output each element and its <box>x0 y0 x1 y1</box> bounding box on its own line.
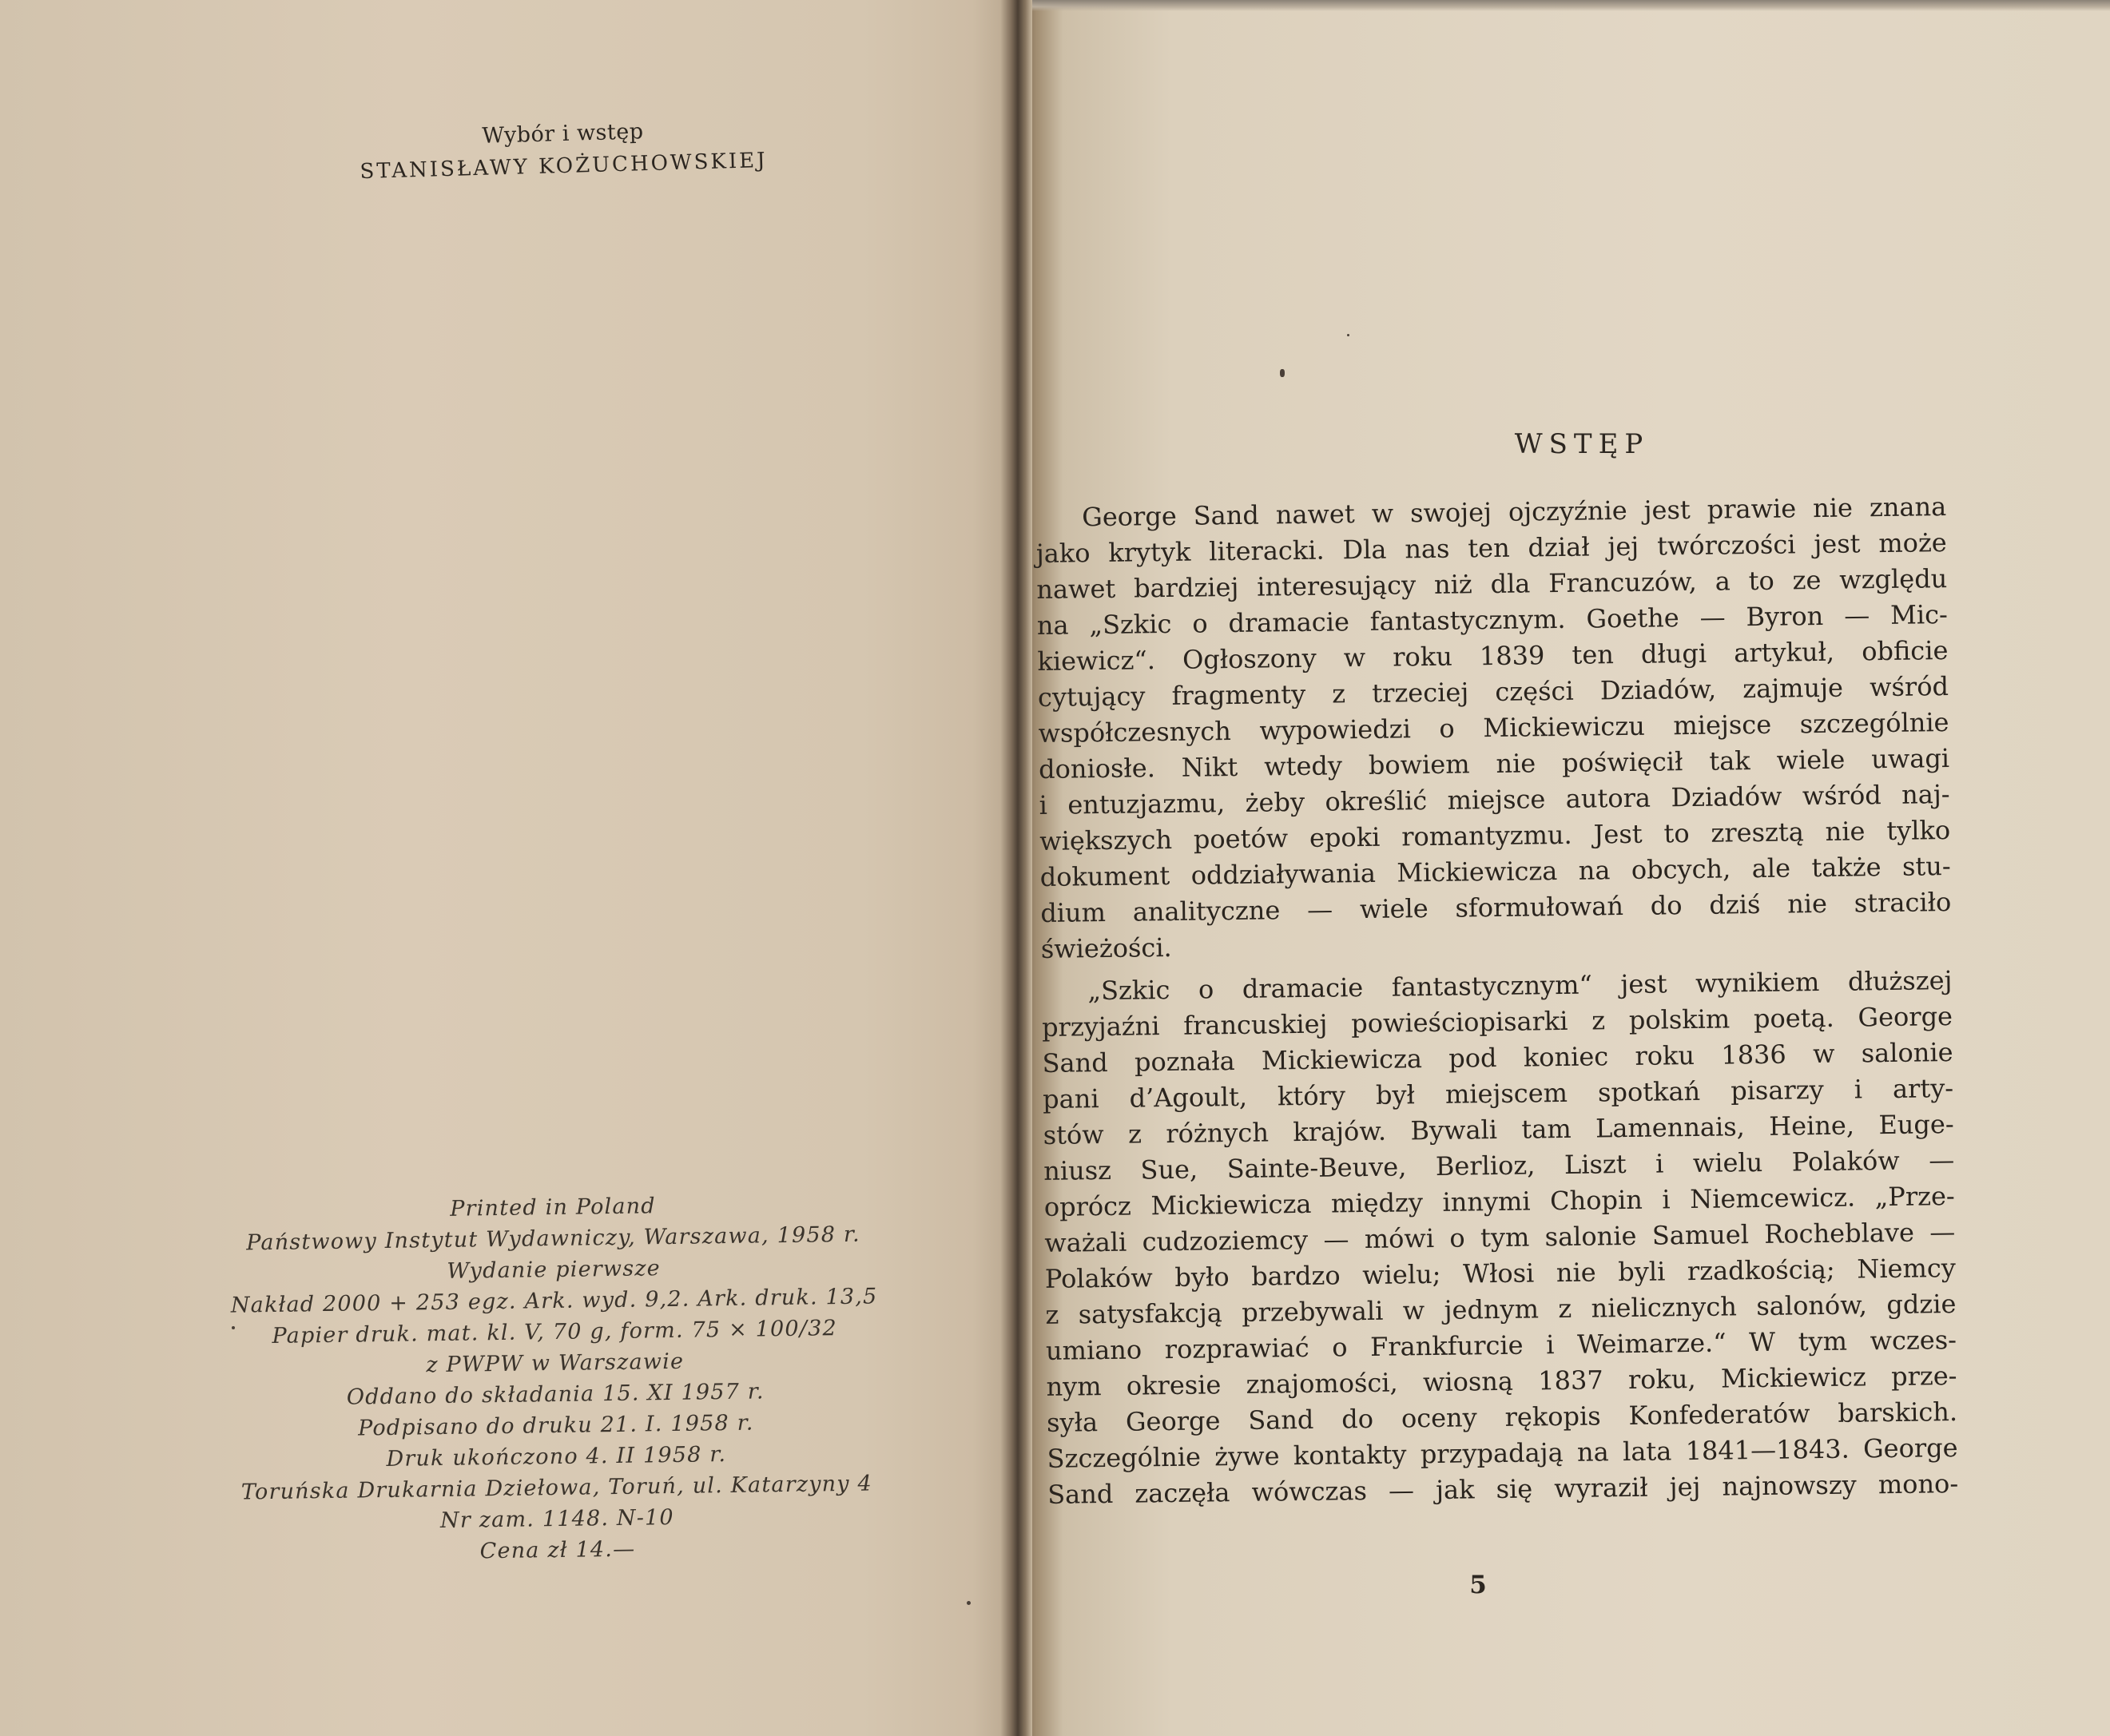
text-line: Sand zaczęła wówczas — jak się wyraził jej najnowszy mono- <box>1047 1468 1959 1510</box>
text-line: świeżości. <box>1040 932 1172 964</box>
paragraph-2 <box>1041 963 1958 1513</box>
paper-speck <box>967 1601 971 1605</box>
text-line: George Sand nawet w swojej ojczyźnie jest prawie nie znana <box>1082 491 1947 533</box>
text-line: na „Szkic o dramacie fantastycznym. Goethe — Byron — Mic- <box>1036 599 1949 641</box>
text-line: syła George Sand do oceny rękopis Konfederatów barskich. <box>1046 1396 1958 1438</box>
text-line: umiano rozprawiać o Frankfurcie i Weimarze.“ W tym wczes- <box>1045 1324 1957 1366</box>
imprint-line: Toruńska Drukarnia Dziełowa, Toruń, ul. Katarzyny 4 <box>240 1471 873 1505</box>
text-line: doniosłe. Nikt wtedy bowiem nie poświęcił tak wiele uwagi <box>1038 743 1950 785</box>
text-line: cytujący fragmenty z trzeciej części Dziadów, zajmuje wśród <box>1037 671 1949 713</box>
text-line: dokument oddziaływania Mickiewicza na obcych, ale także stu- <box>1039 851 1951 892</box>
text-line: przyjaźni francuskiej powieściopisarki z polskim poetą. George <box>1041 1001 1953 1043</box>
selection-line: Wybór i wstęp <box>481 119 644 149</box>
imprint-line: Wydanie pierwsze <box>447 1256 662 1284</box>
imprint-line: Państwowy Instytut Wydawniczy, Warszawa, 1958 r. <box>246 1222 861 1256</box>
imprint-line: Nakład 2000 + 253 egz. Ark. wyd. 9,2. Ark. druk. 13,5 <box>230 1284 878 1318</box>
body-text <box>1035 489 1959 1519</box>
text-line: większych poetów epoki romantyzmu. Jest to zresztą nie tylko <box>1039 815 1951 856</box>
book-gutter <box>1000 0 1032 1736</box>
text-line: „Szkic o dramacie fantastycznym“ jest wynikiem dłuższej <box>1087 965 1953 1007</box>
imprint-line: Cena zł 14.— <box>479 1536 636 1564</box>
left-page <box>0 0 1013 1736</box>
text-line: kiewicz“. Ogłoszony w roku 1839 ten długi artykuł, obficie <box>1037 635 1949 677</box>
text-line: dium analityczne — wiele sformułowań do dziś nie straciło <box>1040 887 1952 928</box>
text-line: i entuzjazmu, żeby określić miejsce autora Dziadów wśród naj- <box>1039 779 1950 820</box>
paper-speck <box>1347 334 1349 336</box>
text-line: stów z różnych krajów. Bywali tam Lamennais, Heine, Euge- <box>1043 1109 1954 1150</box>
text-line: niusz Sue, Sainte-Beuve, Berlioz, Liszt i wielu Polaków — <box>1043 1145 1955 1186</box>
text-line: Szczególnie żywe kontakty przypadają na lata 1841—1843. George <box>1047 1432 1958 1474</box>
paragraph-1 <box>1035 489 1952 967</box>
paper-speck <box>232 1326 235 1329</box>
page-top-edge <box>1019 0 2110 11</box>
chapter-heading: WSTĘP <box>1514 428 1650 460</box>
text-line: nym okresie znajomości, wiosną 1837 roku, Mickiewicz prze- <box>1046 1360 1957 1402</box>
text-line: pani d’Agoult, który był miejscem spotkań pisarzy i arty- <box>1042 1073 1954 1114</box>
editor-credit <box>303 111 824 189</box>
imprint-line: Nr zam. 1148. N-10 <box>439 1504 675 1534</box>
text-line: jako krytyk literacki. Dla nas ten dział jej twórczości jest może <box>1035 527 1947 569</box>
imprint <box>157 1186 953 1571</box>
text-line: z satysfakcją przebywali w jednym z nielicznych salonów, gdzie <box>1045 1288 1957 1330</box>
imprint-line: Papier druk. mat. kl. V, 70 g, form. 75 × 100/32 <box>272 1316 838 1349</box>
imprint-line: Oddano do składania 15. XI 1957 r. <box>346 1379 765 1410</box>
author-line: STANISŁAWY KOŻUCHOWSKIEJ <box>360 148 768 185</box>
imprint-line: Podpisano do druku 21. I. 1958 r. <box>357 1410 754 1441</box>
text-line: oprócz Mickiewicza między innymi Chopin i Niemcewicz. „Prze- <box>1043 1181 1955 1222</box>
text-line: Polaków było bardzo wielu; Włosi nie byli rzadkością; Niemcy <box>1044 1253 1957 1294</box>
imprint-line: Printed in Poland <box>450 1194 656 1222</box>
text-line: Sand poznała Mickiewicza pod koniec roku 1836 w salonie <box>1042 1037 1953 1079</box>
text-line: nawet bardziej interesujący niż dla Francuzów, a to ze względu <box>1036 563 1948 605</box>
page-number: 5 <box>1469 1571 1487 1599</box>
imprint-line: Druk ukończono 4. II 1958 r. <box>386 1442 727 1472</box>
imprint-line: z PWPW w Warszawie <box>426 1349 685 1378</box>
text-line: ważali cudzoziemcy — mówi o tym salonie Samuel Rocheblave — <box>1044 1217 1956 1258</box>
paper-speck <box>1280 369 1285 377</box>
text-line: współczesnych wypowiedzi o Mickiewiczu miejsce szczególnie <box>1038 707 1949 749</box>
